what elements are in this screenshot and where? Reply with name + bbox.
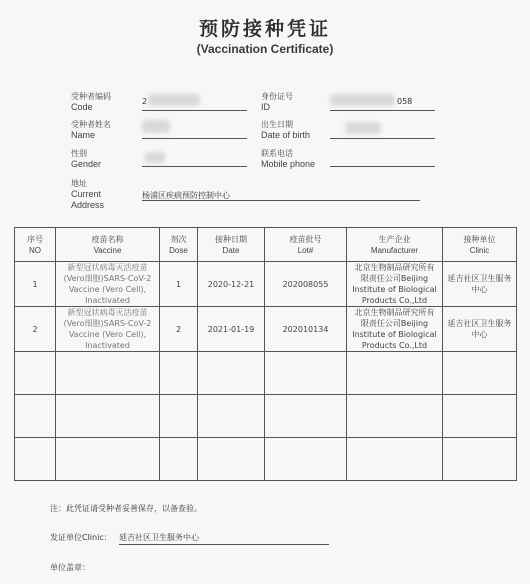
name-underline [142,138,247,139]
header-clinic: 接种单位 Clinic [443,228,517,262]
cell-lot: 202008055 [265,262,347,307]
cell-lot: 202010134 [265,307,347,352]
name-label: 受种者姓名 Name [71,120,111,140]
header-dose: 剂次 Dose [160,228,198,262]
gender-redaction [145,152,165,163]
code-underline [142,110,247,111]
cell-dose: 1 [160,262,198,307]
certificate-title-cn: 预防接种凭证 [198,18,331,40]
dob-underline [330,138,435,139]
mobile-label: 联系电话 Mobile phone [261,149,316,169]
issuer-underline [119,544,329,545]
address-underline [142,200,420,201]
id-underline [330,110,435,111]
table-row [15,307,517,352]
header-vaccine: 疫苗名称 Vaccine [56,228,160,262]
cell-clinic: 延吉社区卫生服务 中心 [443,307,517,352]
vaccination-table [14,227,517,481]
id-value: 058 [397,97,413,106]
gender-label: 性别 Gender [71,149,102,169]
header-lot: 疫苗批号 Lot# [265,228,347,262]
cell-clinic: 延吉社区卫生服务 中心 [443,262,517,307]
issuer-label: 发证单位Clinic： [50,533,112,542]
dob-label: 出生日期 Date of birth [261,120,311,140]
issuer-value: 延吉社区卫生服务中心 [119,533,199,542]
id-redaction [330,94,395,106]
code-redaction [148,94,200,106]
cell-vaccine: 新型冠状病毒灭活疫苗 (Vero细胞)SARS-CoV-2 Vaccine (Vero Cell), Inactivated [56,262,160,307]
cell-no: 1 [15,262,56,307]
table-row [15,262,517,307]
cell-no: 2 [15,307,56,352]
cell-date: 2021-01-19 [198,307,265,352]
code-value: 2 [142,97,148,106]
table-row-empty [15,395,517,438]
table-header-row [15,228,517,262]
header-no: 序号 NO [15,228,56,262]
cell-dose: 2 [160,307,198,352]
address-label: 地址 Current Address [71,179,105,210]
code-label: 受种者编码 Code [71,92,111,112]
id-label: 身份证号 ID [261,92,293,112]
header-date: 接种日期 Date [198,228,265,262]
mobile-underline [330,166,435,167]
dob-redaction [345,122,381,134]
cell-manufacturer: 北京生物制品研究所有 限责任公司Beijing Institute of Biological Products Co.,Ltd [347,262,443,307]
address-value: 杨浦区疾病预防控制中心 [142,191,230,200]
footer-note: 注：此凭证请受种者妥善保存，以备查验。 [50,504,202,513]
cell-vaccine: 新型冠状病毒灭活疫苗 (Vero细胞)SARS-CoV-2 Vaccine (Vero Cell), Inactivated [56,307,160,352]
cell-manufacturer: 北京生物制品研究所有 限责任公司Beijing Institute of Biological Products Co.,Ltd [347,307,443,352]
header-manufacturer: 生产企业 Manufacturer [347,228,443,262]
stamp-label: 单位盖章： [50,563,90,572]
name-redaction [142,120,170,133]
gender-underline [142,166,247,167]
cell-date: 2020-12-21 [198,262,265,307]
table-row-empty [15,438,517,481]
certificate-title-en: (Vaccination Certificate) [196,42,334,56]
table-row-empty [15,352,517,395]
